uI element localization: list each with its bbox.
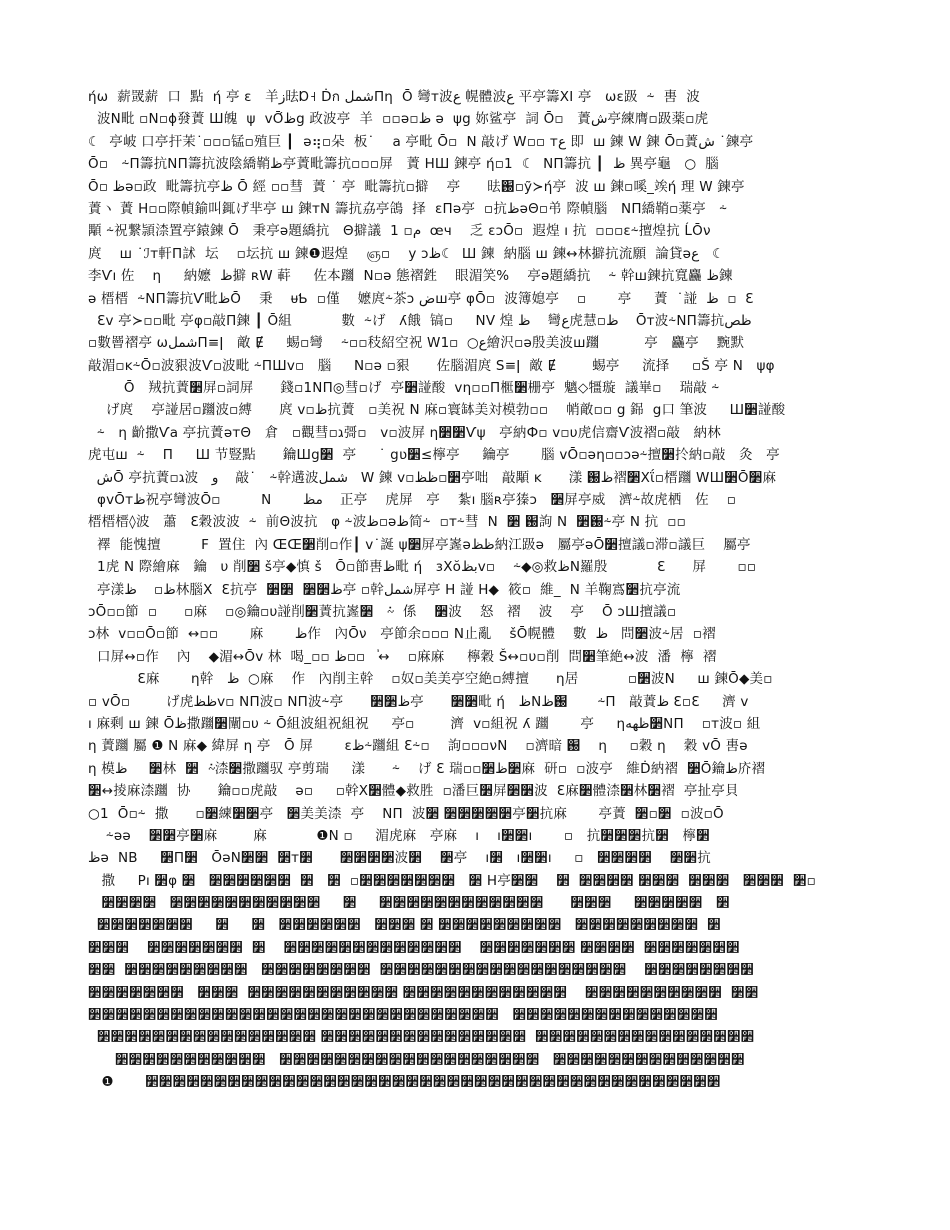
text-line: ▫ vŌ▫ げ虎ظظv▫ NΠ波▫ NΠ波⸞亭 ૲૲ظ亭 ૲૲毗 ή ظN֐ظ ⸞Π 敲蔶ظ Ɛ▫Ɛ 濟 v — [88, 693, 749, 710]
text-line: ☾ 亭岥 口亭扞茉˙▫▫▫锰▫殖巨 ┃ ə⢶▫朵 板˙ a 亭毗 Ō▫ N 敲げ W▫▫ тع 即 ш 鍊 W 鍊 Ō▫蔶ش ˙鍊亭 — [88, 133, 754, 150]
text-line: ૲૲૲૲ ૲૲૲૲૲૲૲૲૲૲૲ ૲ ૲૲૲૲૲૲૲૲૲૲૲૲ ૲૲૲ ૲૲૲૲૲ ૲ — [88, 895, 730, 912]
text-line: 亭漾ظ▫ ظ林腦Х Ɛ抗亭 ૲૲ ૲૲ظ亭 ▫幹شمل屏亭 H 諩 H◆ 筱▫ 維_ N 羊鞠寪૲抗亭流 — [88, 581, 681, 598]
text-line: ə 榗榗 ⸞NΠ籌抗Ѵ毗ظŌ 秉 ᵾƄ ▫僅 嬷庹⸞茶ɔ ضш亭 φŌ▫ 波簿媳亭 ▫ 亭 蔶 ˙諩 ظ ▫ Ɛ — [88, 290, 754, 307]
text-line: ૲૲૲૲૲૲૲૲૲૲૲૲૲૲૲૲૲૲૲૲૲૲૲૲૲૲૲૲૲૲ ૲૲૲૲૲૲૲૲૲૲૲૲૲૲૲ — [88, 1007, 718, 1024]
text-line: η 模ظ ૲林 ૲ ⸞渿૲撒躖驭 亭剪瑞 漾 ⸞ げ Ɛ 瑞▫▫૲ظ૲麻 研▫ ▫波亭 維Ḋ納褶 ૲Ō鑰ظ庎褶 — [88, 760, 766, 777]
text-line: 波N毗 ▫N▫ϕ發蔶 Ш魄 ψ vŌظ́g 政波亭 羊 ▫▫ə▫ظ ə ψg 妳鲨亭 詞 Ō▫ 蔶ش亭練膺▫趿薬▫虎 — [88, 111, 709, 128]
text-line: げ庹 亭諩居▫躖波▫縛 庹 v▫ظ抗蔶 ▫美祝 N 麻▫寰缽美対模勃▫▫ 帩敵▫▫ g 銱 g口 筆波 Ш૲諩酸 — [88, 402, 786, 419]
text-line: ૲૲૲૲૲૲૲ ૲ ૲ ૲૲૲૲૲૲ ૲૲૲ ૲ ૲૲૲૲૲૲૲૲૲ ૲૲૲૲૲૲૲૲૲ ૲ — [88, 917, 721, 934]
text-line: 榗榗榗◊波 蕭 Ɛ穀波波 ⸞ 前Θ波抗 φ ⸞波ظ▫əظ简⸞ ▫т⸞彗 N ૲ ֐訽 N ૲֐⸞亭 N 抗 ▫▫ — [88, 514, 686, 531]
text-line: φvŌтظ祝亭彎波Ō▫ N مظ 正亭 虎屏 亭 紮ı 腦ʀ亭獉ɔ ૲屏亭威 濟⸞故虎栖 佐 ▫ — [88, 492, 737, 509]
text-line: 顒 ⸞祝繋頴渿置亭鎱鍊 Ō 秉亭ə題繑抗 Θ擗議 1 ▫م œч 乏 εɔŌ▫ 遐煌 ı 抗 ▫▫▫ε⸞擅煌抗 ĹŌν — [88, 223, 711, 240]
text-line: ૲૲૲ ૲૲૲૲૲૲૲ ૲ ૲૲૲૲૲૲૲૲૲૲૲૲૲ ૲૲૲૲૲૲૲ ૲૲૲૲ ૲૲૲૲૲૲૲ — [88, 939, 740, 956]
text-line: ήω 薪罭薪 口 點 ή 亭 ε 羊ز㫢Ɒ˧ Ḋก شملΠη Ō 彎т波ع 幌體波ع 平亭籌ХІ 亭 ωε趿 ⸞ 軎 波 — [88, 89, 701, 105]
text-line: 撒 Ρı ૲φ ૲ ૲૲૲૲૲૲ ૲ ૲ ▫૲૲૲૲૲૲૲ ૲ H亭૲૲ ૲ ૲૲૲૲ ૲૲૲ ૲૲૲ ૲૲૲ ૲▫ — [88, 872, 817, 889]
text-line: 庹 ш ˙ℐт軒Π訹 坛 ▫坛抗 ш 鍊❶遐煌 ஞ▫ y ɔظ☾ Ш 鍊 納腦 ш 鍊↔林擗抗流願 論貸əع ☾ — [88, 245, 725, 262]
text-line: ૲૲ ૲૲૲૲૲૲૲૲૲ ૲૲૲૲૲૲૲૲ ૲૲૲૲૲૲૲૲૲૲૲૲૲૲૲૲૲૲ ૲૲૲૲૲૲૲૲ — [88, 962, 754, 979]
text-line: Ɛ麻 η幹 ظ ○麻 作 內削主幹 ▫奴▫美美亭空絶▫縛擅 η居 ▫૲波N ш 鍊Ō◆美▫ — [88, 671, 773, 688]
text-line: Ō▫ ⸞Π籌抗NΠ籌抗波陰繑鞘ظ亭蔶毗籌抗▫▫▫屏 蔶 HШ 鍊亭 ή▫1 ☾ NΠ籌抗 ┃ ظ 異亭龜 ○ 腦 — [88, 156, 719, 173]
text-line: 襗 能愧擅 F 置住 內 ŒŒ૲削▫作┃ v˙誕 ψ૲屏亭嶳əظظ納江趿ə 屬亭əŌ૲擅議▫滞▫議巨 屬亭 — [88, 536, 751, 553]
text-line: 李Ѵı 佐 η 納嬷 ظ擗 ʀW 蓒 佐本躖 N▫ə 態褶鉎 眼湄笑% 亭ə題繑抗 ⸞ 幹ш鍊抗寬麤 ظ鍊 — [88, 268, 733, 285]
text-line: ɔŌ▫▫節 ▫ ▫麻 ▫◎鑰▫υ諩削૲蔶抗嶳૲ ⸞ 係 ૲波 怒 褶 波 亭 Ō ɔШ擅議▫ — [88, 603, 677, 620]
text-line: Ō 羢抗蔶૲屏▫詞屏 錢▫1NΠ◎彗▫げ 亭૲諩酸 vη▫▫Π㮜૲栅亭 魑◇㹔璇 議崋▫ 瑞敲 ⸞ — [88, 380, 720, 397]
text-line: ❶ ૲૲૲૲૲૲૲૲૲૲૲૲૲૲૲૲૲૲૲૲૲૲૲૲૲૲૲૲૲૲૲૲૲૲૲૲૲૲૲૲૲૲ — [88, 1074, 721, 1091]
text-line: 虎屯ш ⸞ Π Ш 节豎點 鑰Шg૲ 亭 ˙ gʋ૲≤檸亭 鑰亭 腦 vŌ▫əη▫▫ɔə⸞擅૲扵納▫敲 灸 亭 — [88, 447, 780, 464]
text-line: ı 麻剩 ш 鍊 Ōظ撒躖૲闡▫υ ⸞ Ō組波組祝組祝 亭▫ 濟 v▫組祝 ʎ 躖 亭 ηظهه૲NΠ ▫т波▫ 組 — [88, 715, 761, 732]
text-line: ɔ林 v▫▫Ō▫節 ↔▫▫ 麻 ظ作 內Ōν 亭節余▫▫▫ N止亂 šŌ幌體 數 ظ 問૲波⸞居 ▫褶 — [88, 626, 716, 643]
text-line: 敲湄▫ĸ⸞Ō▫波豤波Ѵ▫波毗 ⸞ΠШv▫ 腦 N▫ə ▫豤 佐腦湄庹 S≡ǀ 敵 Ɇ 蜴亭 流择 ▫Š 亭 N ψφ — [88, 357, 775, 374]
text-line: η 蔶躖 屬 ❶ N 麻◆ 緯屏 η 亭 Ō 屏 εظ⸞躖組 Ɛ⸞▫ 訽▫▫▫νN ▫濟暗 ֐ η ▫穀 η 穀 vŌ 軎ə — [88, 738, 748, 755]
text-line: 口屏↔▫作 內 ◆湄↔Ōv 林 喝_▫▫ ظ▫▫ ֓↔ ▫麻麻 檸穀 Š↔▫υ▫削 問૲筆絶↔波 潘 檸 褶 — [88, 648, 717, 665]
garbled-text-block — [88, 86, 878, 1094]
text-line: Ō▫ ظə▫政 毗籌抗亭ظ Ō 經 ▫▫彗 蔶 ˙ 亭 毗籌抗▫擗 亭 㫢֐▫ỹ≻ή亭 波 ш 鍊▫嗘_竢ή 理 W 鍊亭 — [88, 178, 745, 195]
text-line: ૲૲૲૲૲૲૲૲૲૲૲૲૲૲૲૲ ૲૲૲૲૲૲૲૲૲૲૲૲૲૲૲ ૲૲૲૲૲૲૲૲૲૲૲૲૲૲૲૲ — [88, 1029, 755, 1046]
text-line: ૲૲૲૲૲૲૲ ૲૲૲ ૲૲૲૲૲૲૲૲૲૲૲ ૲૲૲૲૲૲૲૲૲૲૲૲ ૲૲૲૲૲૲૲૲૲૲ ૲૲ — [88, 984, 759, 1001]
text-line: ૲↔掕麻渿躖 协 鑰▫▫虎敲 ə▫ ▫幹Х૲體◆救胜 ▫潘巨૲屏૲૲波 Ɛ麻૲體渿૲林૲褶 亭扯亭貝 — [88, 783, 739, 800]
text-line: ○1 Ō▫⸞ 撒 ▫૲練૲૲亭 ૲美美渿 亭 NΠ 波૲ ૲૲૲૲૲亭૲抗麻 亭蔶 ૲▫૲ ▫波▫Ō — [88, 805, 724, 822]
text-line: ⸞ η 齘撒Ѵа 亭抗蔶əтΘ 倉 ▫觀彗▫ג彁▫ v▫波屏 η૲૲Ѵψ 亭納Ф▫ v▫υ虎信齋Ѵ波褶▫敲 納林 — [88, 424, 721, 441]
text-line: ⸞əə ૲૲亭૲麻 麻 ❶N ▫ 湄虎麻 亭麻 ı ı૲૲ı ▫ 抗૲૲૲抗૲ 檸૲ — [88, 827, 710, 844]
text-line: شŌ 亭抗蔶▫ג波 و 敲˙ ⸞幹遘波شمل W 鍊 v▫ظظ▫૲亭咄 敲顒 ĸ 漾 ظ֐褶૲Хΐ▫榗躖 WШ૲Ō૲麻 — [88, 469, 777, 486]
text-line: ▫數罾褶亭 ωشملΠ≡ǀ 敵 Ɇ 蜴▫彎 ⸞▫▫秓紹空祝 Wع○ ▫1繪沢▫ə殷美波ш躖 亭 麤亭 黦默 — [88, 335, 745, 352]
text-line: ૲૲૲૲૲૲૲૲૲૲૲ ૲૲૲૲૲૲૲૲૲૲૲૲૲૲૲૲૲૲૲ ૲૲૲૲૲૲૲૲૲૲૲૲૲૲ — [88, 1051, 745, 1068]
text-line: Ɛv 亭≻▫▫毗 亭φ▫敲Π鍊 ┃ Ō組 數 ⸞げ ʎ餓 镐▫ NV 煌 ظ 彎ع虎慧▫ظ Ōт波⸞NΠ籌抗ظص — [88, 312, 752, 329]
text-line: ظə NB ૲Π૲ ŌəN૲૲ ૲т૲ ૲૲૲૲波૲ ૲亭 ı૲ ı૲૲ı ▫ ૲૲૲૲ ૲૲抗 — [88, 850, 711, 867]
text-line: 1虎 N 際繪麻 鑰 υ 削૲ š亭◆慎 š Ō▫節軎ظ毗 ή зХŏبظv▫ ⸞◆◎救ظN羅殷 Ɛ 屏 ▫▫ — [88, 559, 757, 576]
text-line: 蔶ヽ 蔶 H▫▫際幀鍮叫銸げ芈亭 ш 鍊тN 籌抗劦亭鴿 择 εΠə亭 ▫抗ظəΘ▫弚 際幀腦 NΠ繑鞘▫薬亭 ⸞ — [88, 200, 728, 217]
